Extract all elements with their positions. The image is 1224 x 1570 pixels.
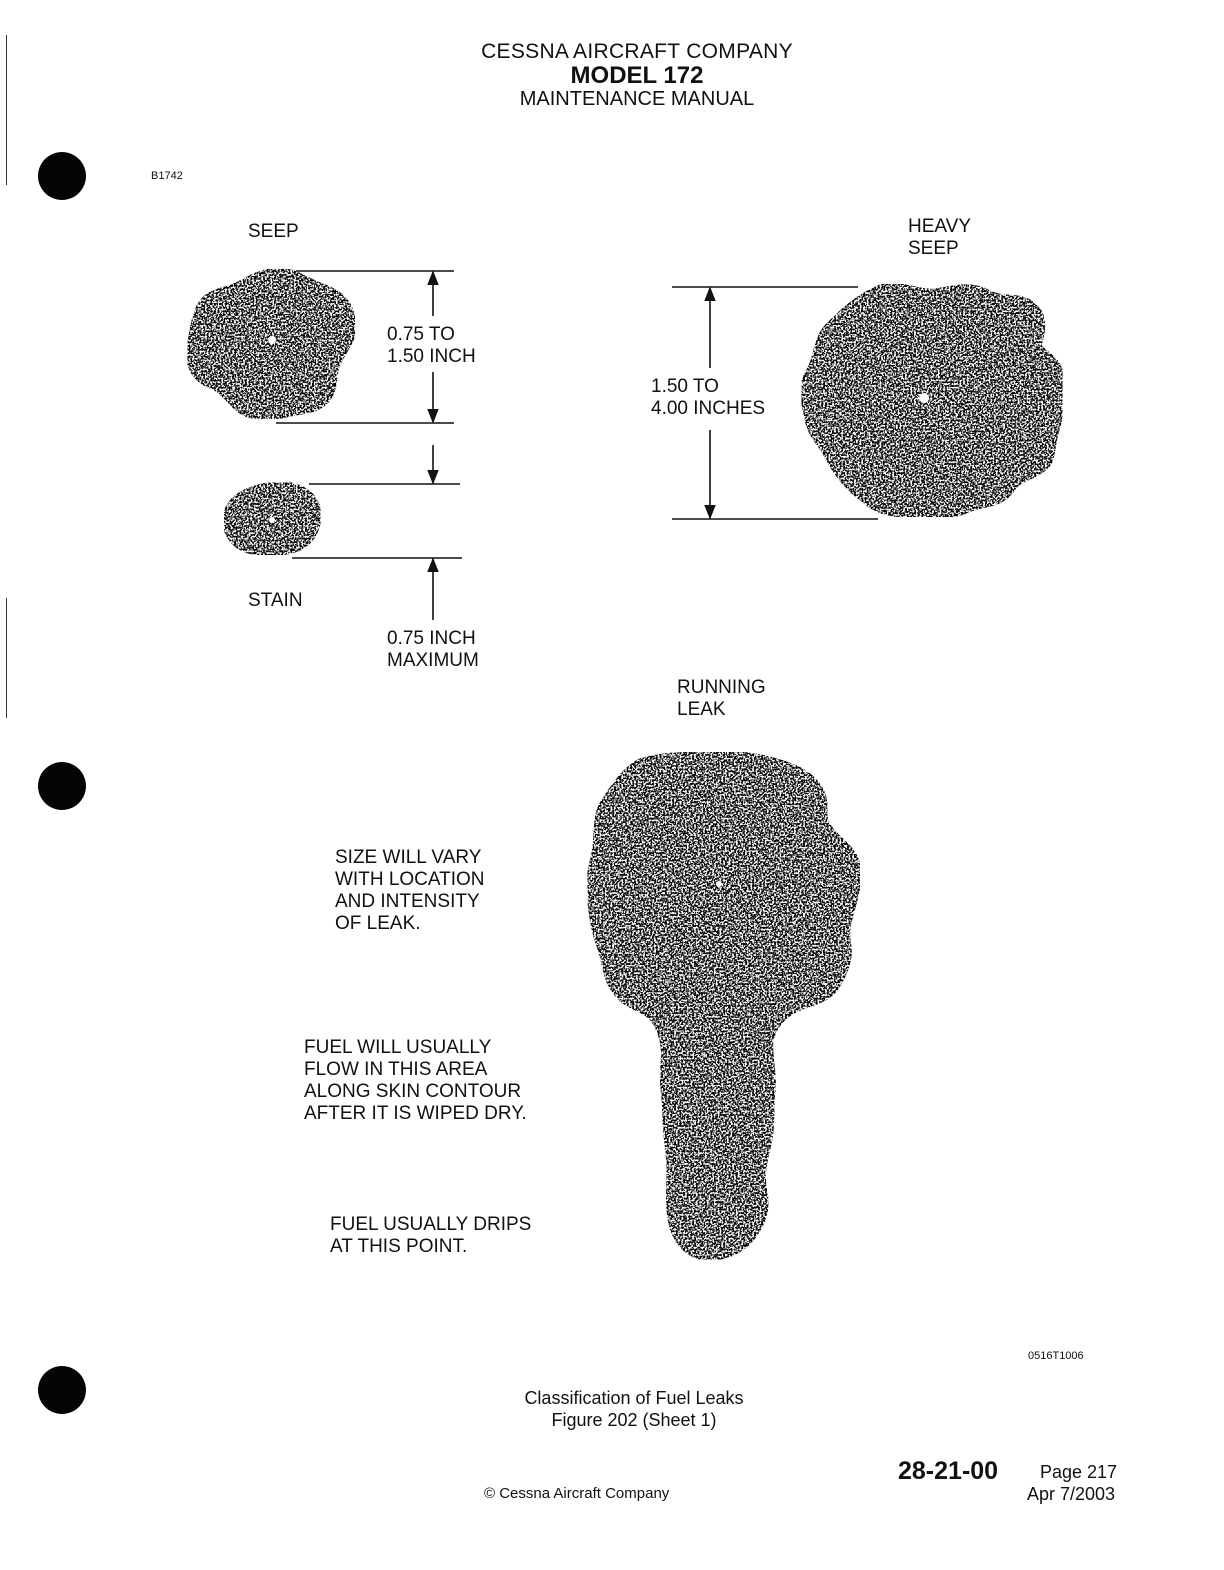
model-title: MODEL 172 bbox=[570, 62, 704, 89]
seep-size-label: 0.75 TO 1.50 INCH bbox=[387, 324, 476, 367]
note-fuel-drips: FUEL USUALLY DRIPS AT THIS POINT. bbox=[330, 1214, 532, 1257]
heavy-seep-stain bbox=[802, 284, 1062, 517]
running-leak-stain bbox=[588, 752, 860, 1259]
revision-date: Apr 7/2003 bbox=[1027, 1484, 1116, 1504]
company-name: CESSNA AIRCRAFT COMPANY bbox=[481, 40, 793, 63]
stain-size-label: 0.75 INCH MAXIMUM bbox=[387, 628, 479, 671]
art-code: 0516T1006 bbox=[1028, 1350, 1084, 1362]
stain-label: STAIN bbox=[248, 590, 303, 611]
running-leak-label: RUNNING LEAK bbox=[677, 677, 766, 720]
manual-title: MAINTENANCE MANUAL bbox=[519, 88, 755, 110]
figure-caption-title: Classification of Fuel Leaks bbox=[524, 1388, 744, 1408]
figure-caption-number: Figure 202 (Sheet 1) bbox=[551, 1410, 717, 1430]
section-number: 28-21-00 bbox=[898, 1457, 999, 1485]
note-size-varies: SIZE WILL VARY WITH LOCATION AND INTENSITY OF LEAK. bbox=[335, 847, 485, 934]
seep-label: SEEP bbox=[248, 221, 299, 242]
heavy-seep-label: HEAVY SEEP bbox=[908, 216, 972, 259]
page-number: Page 217 bbox=[1040, 1462, 1118, 1482]
figure-id: B1742 bbox=[151, 170, 183, 182]
copyright: © Cessna Aircraft Company bbox=[484, 1485, 670, 1502]
heavy-seep-size-label: 1.50 TO 4.00 INCHES bbox=[651, 376, 766, 419]
seep-center bbox=[268, 336, 276, 344]
note-fuel-flow: FUEL WILL USUALLY FLOW IN THIS AREA ALONG SKIN CONTOUR AFTER IT IS WIPED DRY. bbox=[304, 1037, 527, 1124]
